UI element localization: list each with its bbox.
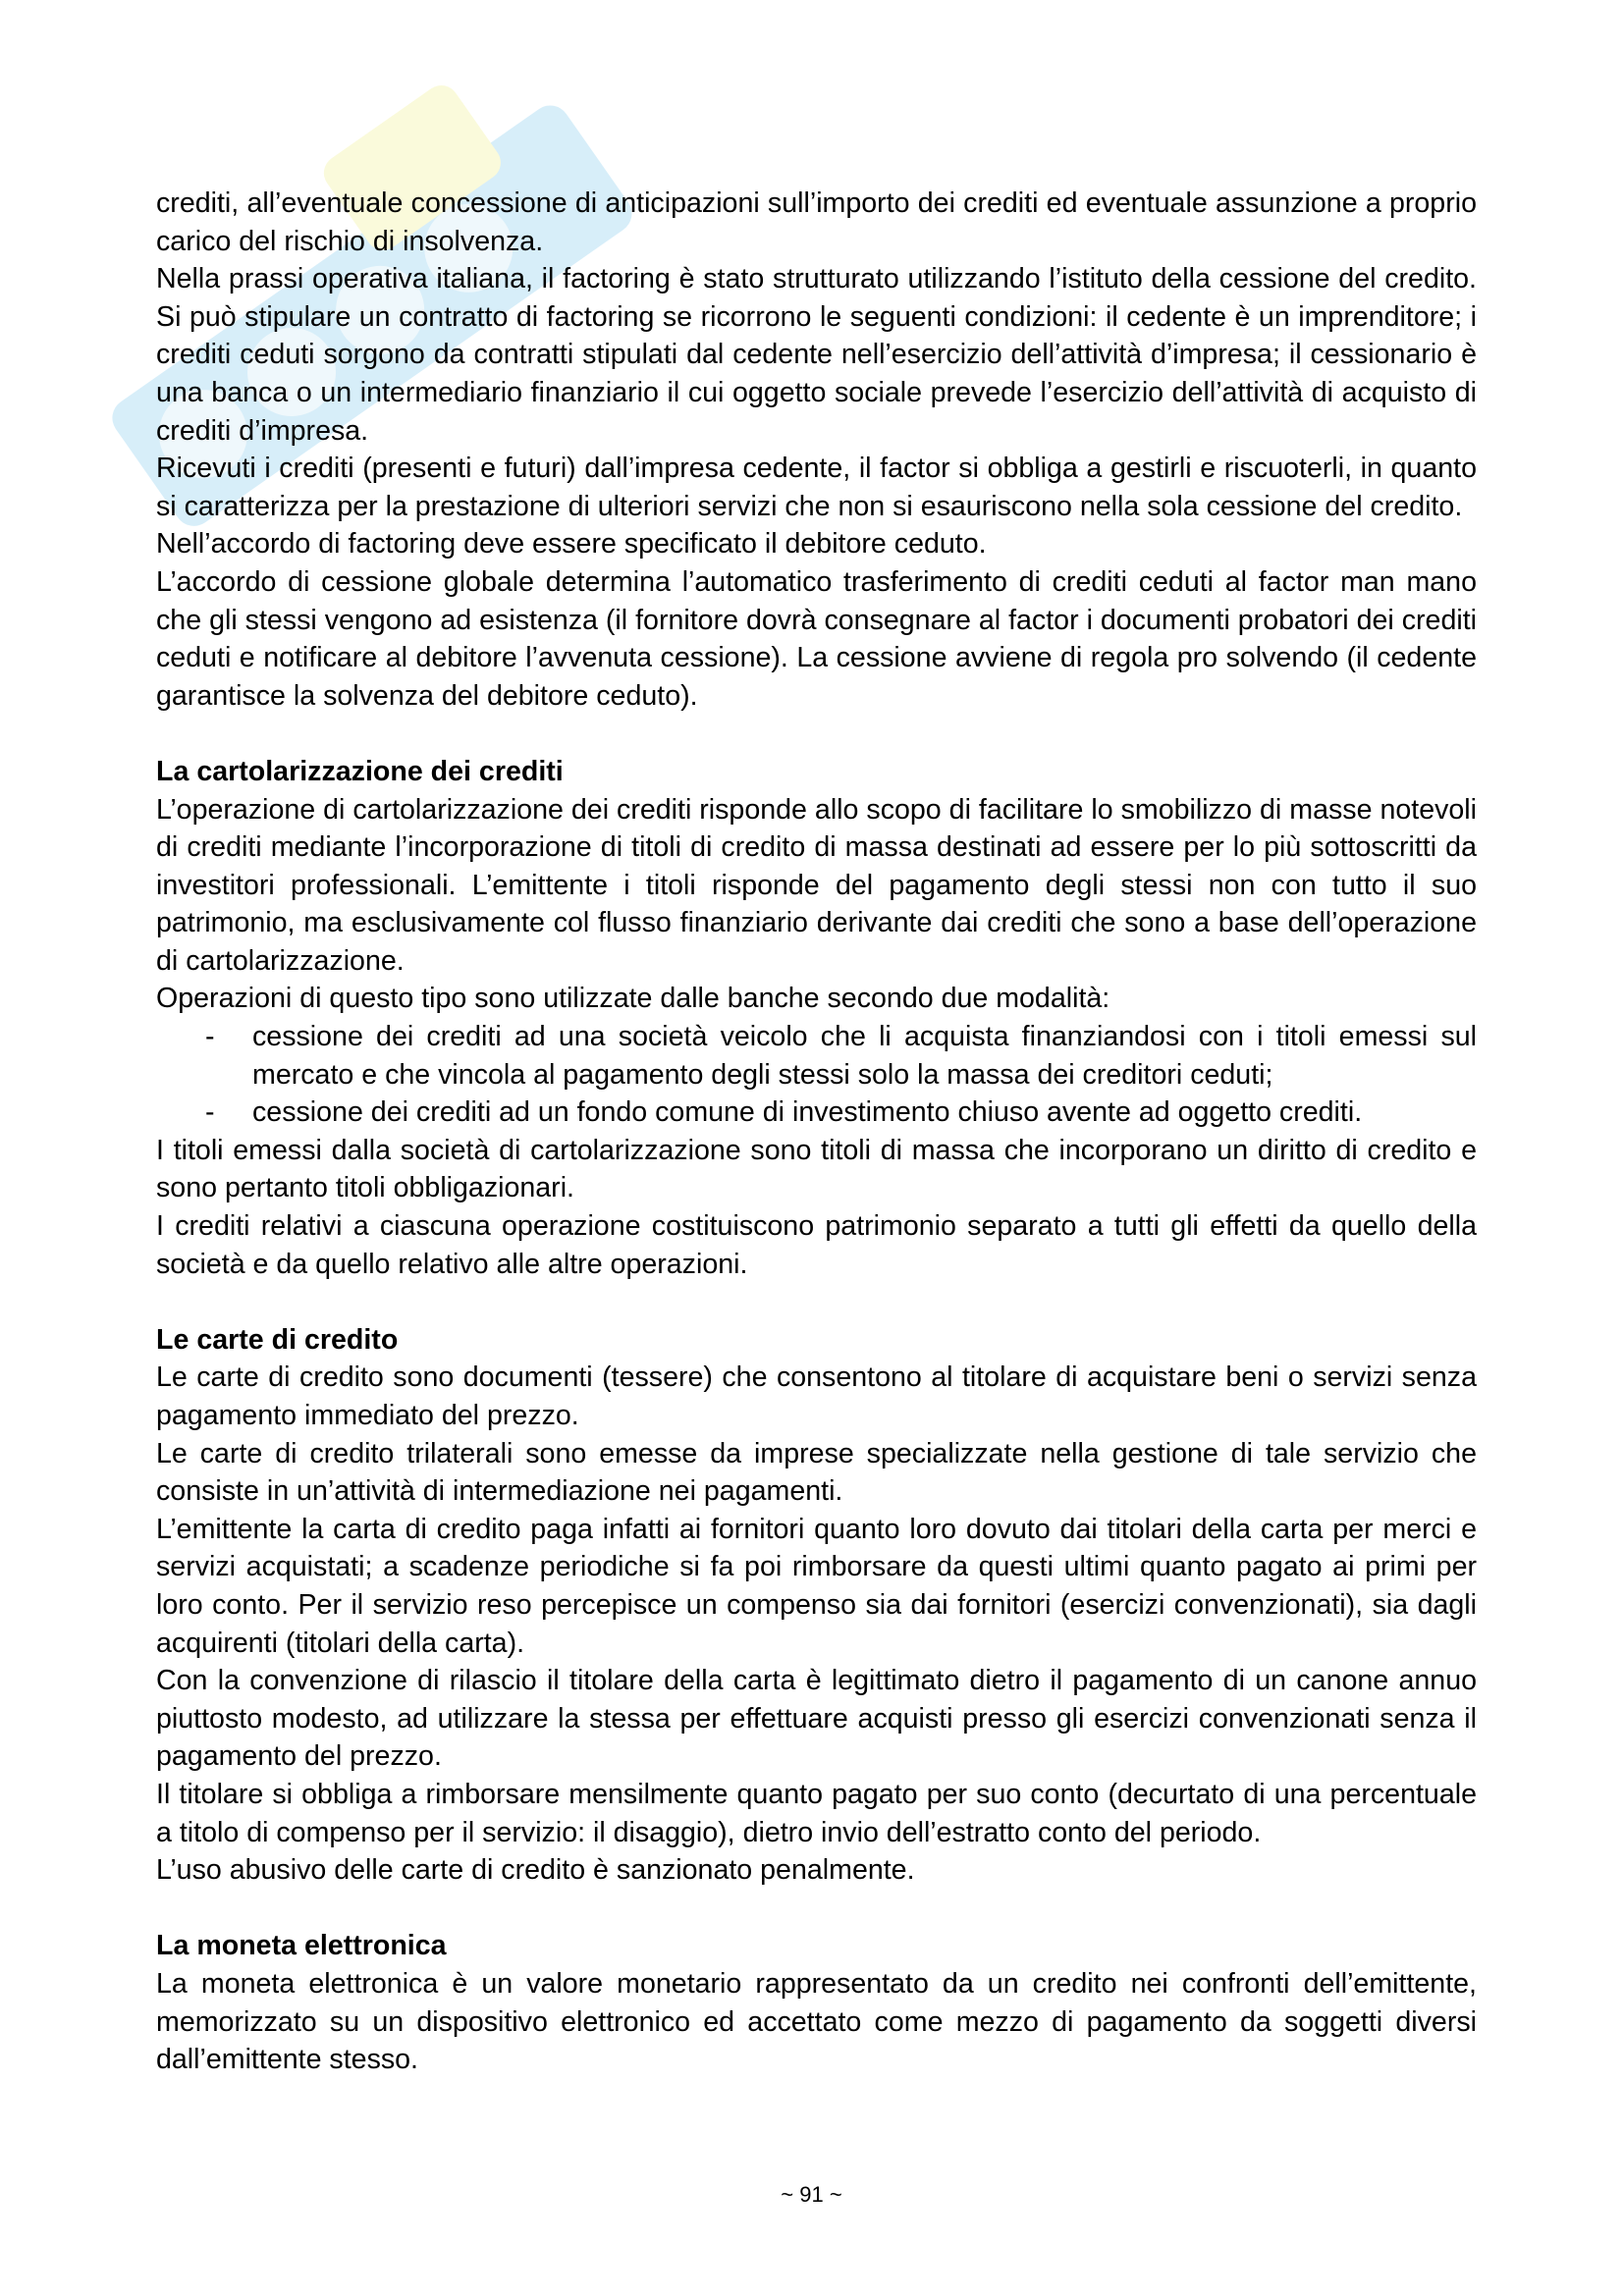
carte-paragraph-6: L’uso abusivo delle carte di credito è sanzionato penalmente. [156, 1854, 915, 1887]
cartolarizzazione-paragraph-4: I crediti relativi a ciascuna operazione costituiscono patrimonio separato a tutti gli effetti da quello della società e da quello relativo alle altre operazioni. [156, 1210, 1477, 1280]
cartolarizzazione-paragraph-3: I titoli emessi dalla società di cartolarizzazione sono titoli di massa che incorporano un diritto di credito e sono pertanto titoli obbligazionari. [156, 1134, 1477, 1204]
list-item [156, 1094, 1477, 1132]
intro-section [156, 185, 1477, 715]
intro-paragraph-4: Nell’accordo di factoring deve essere specificato il debitore ceduto. [156, 528, 987, 561]
cartolarizzazione-paragraph-1: L’operazione di cartolarizzazione dei crediti risponde allo scopo di facilitare lo smobilizzo di masse notevoli di crediti mediante l’incorporazione di titoli di credito di massa destinati ad essere per lo più sottoscritti da investitori professionali. L’emittente i titoli risponde del pagamento degli stessi non con tutto il suo patrimonio, ma esclusivamente col flusso finanziario derivante dai crediti che sono a base dell’operazione di cartolarizzazione. [156, 793, 1477, 977]
intro-paragraph-3: Ricevuti i crediti (presenti e futuri) dall’impresa cedente, il factor si obbliga a gestirli e riscuoterli, in quanto si caratterizza per la prestazione di ulteriori servizi che non si esauriscono nella sola cessione del credito. [156, 453, 1477, 522]
section-moneta-elettronica [156, 1927, 1477, 2078]
carte-paragraph-2: Le carte di credito trilaterali sono emesse da imprese specializzate nella gestione di tale servizio che consiste in un’attività di intermediazione nei pagamenti. [156, 1437, 1477, 1508]
list-item-text: cessione dei crediti ad un fondo comune di investimento chiuso avente ad oggetto crediti. [252, 1096, 1363, 1129]
cartolarizzazione-paragraph-2: Operazioni di questo tipo sono utilizzate dalle banche secondo due modalità: [156, 983, 1110, 1015]
intro-paragraph-1: crediti, all’eventuale concessione di anticipazioni sull’importo dei crediti ed eventuale assunzione a proprio carico del rischio di insolvenza. [156, 187, 1477, 257]
carte-paragraph-5: Il titolare si obbliga a rimborsare mensilmente quanto pagato per suo conto (decurtato di una percentuale a titolo di compenso per il servizio: il disaggio), dietro invio dell’estratto conto del periodo. [156, 1778, 1477, 1848]
carte-paragraph-3: L’emittente la carta di credito paga infatti ai fornitori quanto loro dovuto dai titolari della carta per merci e servizi acquistati; a scadenze periodiche si fa poi rimborsare da questi ultimi quanto pagato ai primi per loro conto. Per il servizio reso percepisce un compenso sia dai fornitori (esercizi convenzionati), sia dagli acquirenti (titolari della carta). [156, 1513, 1477, 1659]
list-bullet: - [205, 1096, 215, 1129]
intro-paragraph-2: Nella prassi operativa italiana, il factoring è stato strutturato utilizzando l’istituto della cessione del credito. Si può stipulare un contratto di factoring se ricorrono le seguenti condizioni: il cedente è un imprenditore; i crediti ceduti sorgono da contratti stipulati dal cedente nell’esercizio dell’attività d’impresa; il cessionario è una banca o un intermediario finanziario il cui oggetto sociale prevede l’esercizio dell’attività di acquisto di crediti d’impresa. [156, 263, 1477, 447]
section-cartolarizzazione [156, 753, 1477, 1283]
section-carte-di-credito [156, 1321, 1477, 1890]
list-item-text: cessione dei crediti ad una società veicolo che li acquista finanziandosi con i titoli emessi sul mercato e che vincola al pagamento degli stessi solo la massa dei creditori ceduti; [252, 1021, 1477, 1091]
document-page [156, 185, 1477, 2079]
moneta-paragraph-1: La moneta elettronica è un valore monetario rappresentato da un credito nei confronti dell’emittente, memorizzato su un dispositivo elettronico ed accettato come mezzo di pagamento da soggetti diversi dall’emittente stesso. [156, 1967, 1477, 2076]
carte-paragraph-4: Con la convenzione di rilascio il titolare della carta è legittimato dietro il pagamento di un canone annuo piuttosto modesto, ad utilizzare la stessa per effettuare acquisti presso gli esercizi convenzionati senza il pagamento del prezzo. [156, 1665, 1477, 1773]
cartolarizzazione-list [156, 1018, 1477, 1132]
section-title-moneta: La moneta elettronica [156, 1930, 447, 1962]
intro-paragraph-5: L’accordo di cessione globale determina l’automatico trasferimento di crediti ceduti al factor man mano che gli stessi vengono ad esistenza (il fornitore dovrà consegnare al factor i documenti probatori dei crediti ceduti e notificare al debitore l’avvenuta cessione). La cessione avviene di regola pro solvendo (il cedente garantisce la solvenza del debitore ceduto). [156, 565, 1477, 712]
section-title-cartolarizzazione: La cartolarizzazione dei crediti [156, 755, 564, 787]
list-bullet: - [205, 1021, 215, 1053]
page-number: ~ 91 ~ [781, 2182, 842, 2207]
section-title-carte: Le carte di credito [156, 1323, 399, 1356]
carte-paragraph-1: Le carte di credito sono documenti (tessere) che consentono al titolare di acquistare beni o servizi senza pagamento immediato del prezzo. [156, 1362, 1477, 1431]
list-item [156, 1018, 1477, 1094]
